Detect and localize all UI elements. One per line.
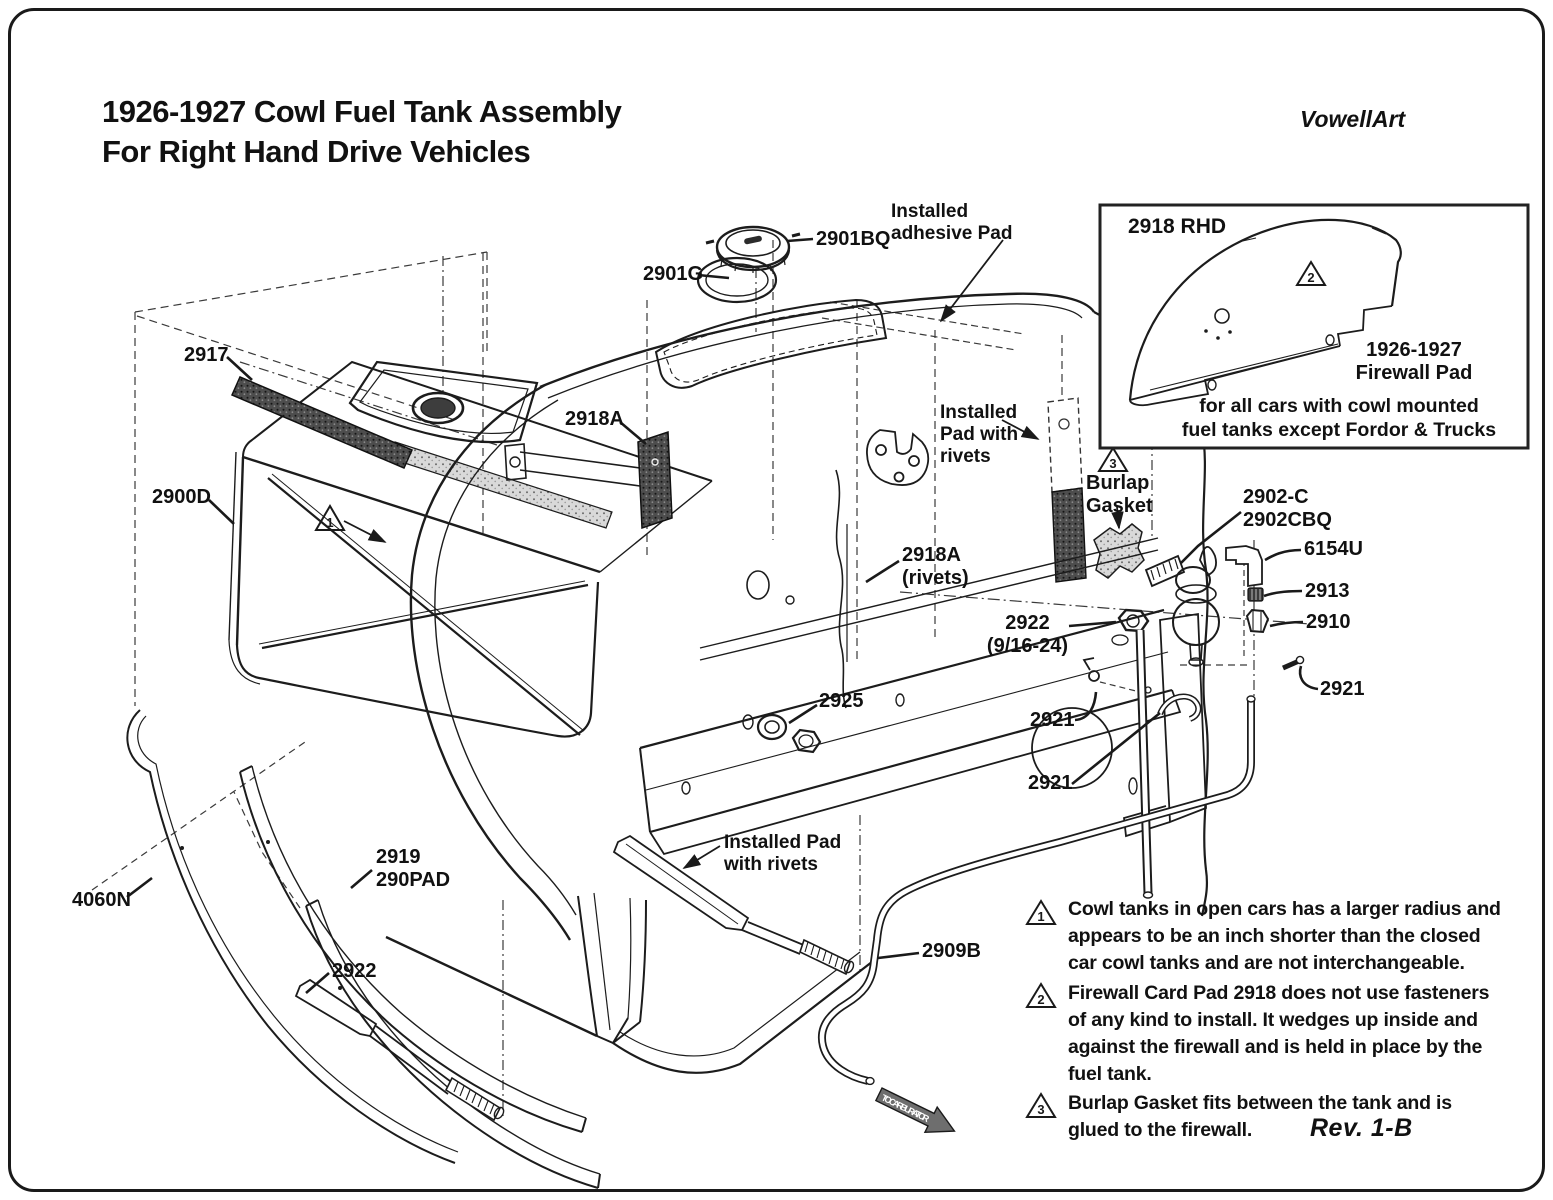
callout-2921-mid: 2921 <box>1030 709 1075 731</box>
flow-arrow <box>873 1082 961 1144</box>
note-1-line-2: appears to be an inch shorter than the closed <box>1068 925 1481 947</box>
callout-2921-right: 2921 <box>1320 678 1365 700</box>
callout-adhesive-pad <box>891 201 1012 245</box>
marker-number: 3 <box>1037 1102 1045 1117</box>
callout-2909b: 2909B <box>922 940 981 962</box>
revision-label: Rev. 1-B <box>1310 1114 1413 1142</box>
inset-desc-line-2: fuel tanks except Fordor & Trucks <box>1181 419 1497 441</box>
marker-number: 3 <box>1109 456 1117 471</box>
callout-burlap-gasket <box>1086 472 1153 518</box>
title-line-2: For Right Hand Drive Vehicles <box>102 134 531 169</box>
artist-credit: VowellArt <box>1300 106 1406 132</box>
flow-arrow-text: TO CARBURATOR <box>879 1092 932 1125</box>
note-1-line-1: Cowl tanks in open cars has a larger radius and <box>1068 898 1501 920</box>
marker-number: 2 <box>1037 992 1045 1007</box>
note-triangle-3 <box>1027 1094 1055 1117</box>
callout-installed-pad-bottom <box>724 832 841 876</box>
adhesive-line-1: Installed <box>891 201 969 222</box>
inset-desc-line-1: for all cars with cowl mounted <box>1199 395 1479 417</box>
callout-2910: 2910 <box>1306 611 1351 633</box>
cowl-pad-strip-2917 <box>232 377 412 468</box>
burlap-line-2: Gasket <box>1086 495 1153 517</box>
inset-part-number: 2918 RHD <box>1128 215 1227 238</box>
hook-rod-4060n <box>127 710 458 1163</box>
note-2-line-2: of any kind to install. It wedges up inside and <box>1068 1009 1478 1031</box>
strip2919-line-2: 290PAD <box>376 869 451 891</box>
note-3-line-1: Burlap Gasket fits between the tank and is <box>1068 1092 1452 1114</box>
inset-part-name <box>1344 339 1484 385</box>
tanknut-line-1: 2922 <box>1005 612 1050 634</box>
callout-2902c <box>1243 486 1332 532</box>
valve-line-2: 2902CBQ <box>1243 509 1332 531</box>
note-2 <box>1068 980 1489 1088</box>
outlet-nut-2910 <box>1247 610 1268 632</box>
inset-description <box>1169 394 1509 442</box>
callout-6154u: 6154U <box>1304 538 1363 560</box>
inst-top-line-1: Installed <box>940 402 1018 423</box>
packing-nut-2913 <box>1248 588 1263 601</box>
callout-2901g: 2901G <box>643 263 704 285</box>
inst-top-line-2: Pad with <box>940 424 1019 445</box>
marker-number: 1 <box>326 515 334 530</box>
cap-gasket-2901g <box>698 258 776 302</box>
firewall-pad-2918a-front <box>638 432 672 528</box>
firewall-pad-installed <box>1048 398 1086 582</box>
stay-rod-lower <box>296 980 506 1120</box>
triangle-marker-1 <box>316 506 344 530</box>
note-3-line-2: glued to the firewall. <box>1068 1119 1253 1141</box>
note-2-line-4: fuel tank. <box>1068 1063 1152 1085</box>
callout-2918a-rivets <box>902 544 969 590</box>
callout-2913: 2913 <box>1305 580 1350 602</box>
title-line-1: 1926-1927 Cowl Fuel Tank Assembly <box>102 94 622 129</box>
valve-line-1: 2902-C <box>1243 486 1309 508</box>
adhesive-line-2: adhesive Pad <box>891 223 1013 244</box>
tank-mount-bracket <box>867 430 928 485</box>
inst-top-line-3: rivets <box>940 446 991 467</box>
rivets-line-2: (rivets) <box>902 567 969 589</box>
apron-strip-2922 <box>306 900 600 1188</box>
clip-2921 <box>1084 658 1099 681</box>
callout-2922-nut <box>985 612 1070 658</box>
note-2-line-1: Firewall Card Pad 2918 does not use fasteners <box>1068 982 1490 1004</box>
callout-2901bq: 2901BQ <box>816 228 891 250</box>
callout-2918a: 2918A <box>565 408 624 430</box>
note-1-line-3: car cowl tanks and are not interchangeable. <box>1068 952 1465 974</box>
callout-2900d: 2900D <box>152 486 211 508</box>
strip2919-line-1: 2919 <box>376 846 421 868</box>
page-title <box>102 92 621 172</box>
inst-bot-line-2: with rivets <box>724 854 818 875</box>
callout-installed-pad-top <box>940 402 1018 468</box>
callout-2925: 2925 <box>819 690 864 712</box>
callout-2917: 2917 <box>184 344 229 366</box>
marker-number: 2 <box>1307 270 1315 285</box>
note-triangle-2 <box>1027 984 1055 1007</box>
note-1 <box>1068 896 1501 977</box>
inst-bot-line-1: Installed Pad <box>724 832 842 853</box>
tank-outlet-pipe <box>1140 630 1153 898</box>
callout-2922-strip: 2922 <box>332 960 377 982</box>
triangle-marker-3 <box>1099 448 1127 471</box>
burlap-line-1: Burlap <box>1086 472 1150 494</box>
rivets-line-1: 2918A <box>902 544 961 566</box>
inset-name: Firewall Pad <box>1355 362 1473 384</box>
callout-2919 <box>376 846 450 892</box>
inset-years: 1926-1927 <box>1366 339 1462 361</box>
note-2-line-3: against the firewall and is held in place by the <box>1068 1036 1483 1058</box>
tanknut-line-2: (9/16-24) <box>986 635 1069 657</box>
callout-4060n: 4060N <box>72 889 131 911</box>
callout-2921-low: 2921 <box>1028 772 1073 794</box>
marker-number: 1 <box>1037 909 1045 924</box>
note-triangle-1 <box>1027 901 1055 924</box>
